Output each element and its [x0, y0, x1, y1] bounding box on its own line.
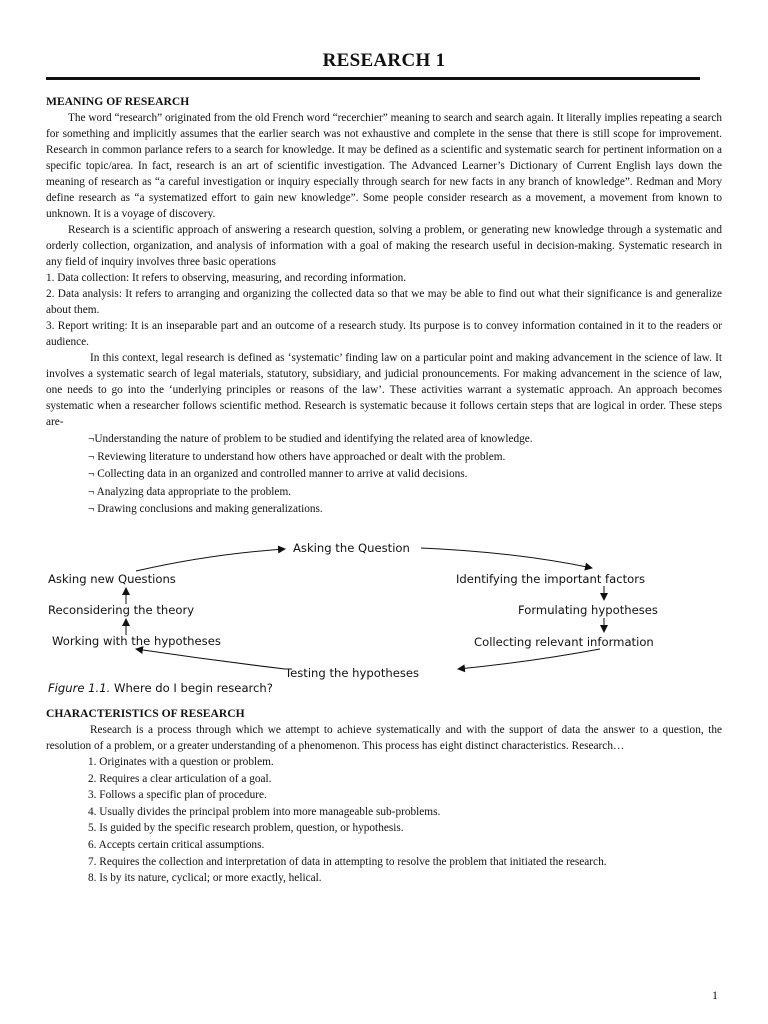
node-reconsidering-theory: Reconsidering the theory	[48, 603, 195, 617]
caption-text: Where do I begin research?	[110, 681, 273, 695]
list-item: 6. Accepts certain critical assumptions.	[88, 838, 265, 851]
document-title: RESEARCH 1	[322, 50, 446, 71]
list-item: 5. Is guided by the specific research problem, question, or hypothesis.	[88, 822, 404, 835]
list-item: ¬ Collecting data in an organized and controlled manner to arrive at valid decisions.	[88, 468, 468, 480]
section-meaning	[46, 94, 722, 519]
list-item: 8. Is by its nature, cyclical; or more exactly, helical.	[88, 872, 322, 885]
list-item: 3. Follows a specific plan of procedure.	[88, 789, 267, 802]
node-collecting-information: Collecting relevant information	[474, 635, 654, 649]
page-number: 1	[712, 988, 718, 1002]
steps-list	[46, 431, 722, 517]
section-heading-characteristics: CHARACTERISTICS OF RESEARCH	[46, 707, 245, 720]
list-item: ¬Understanding the nature of problem to be studied and identifying the related area of knowledge.	[88, 433, 533, 445]
node-working-hypotheses: Working with the hypotheses	[52, 634, 221, 648]
caption-label: Figure 1.1.	[48, 681, 111, 695]
list-item: ¬ Reviewing literature to understand how others have approached or dealt with the problem.	[88, 450, 506, 463]
operation-item: 2. Data analysis: It refers to arranging and organizing the collected data so that we may be able to find out what their significance is and generalize about them.	[46, 288, 722, 316]
node-identifying-factors: Identifying the important factors	[456, 572, 646, 586]
operation-item: 3. Report writing: It is an inseparable part and an outcome of a research study. Its purpose is to convey information contained in it to the readers or audience.	[46, 320, 722, 348]
title-rule	[46, 77, 700, 80]
paragraph: Research is a scientific approach of answering a research question, solving a problem, or generating new knowledge through a systematic and orderly collection, organization, and analysis of information with a goal of making the research useful in decision-making. Systematic research in any field of inquiry involves three basic operations	[46, 224, 722, 268]
paragraph: Research is a process through which we attempt to achieve systematically and with the support of data the answer to a question, the resolution of a problem, or a greater understanding of a phenomenon. This process has eight distinct characteristics. Research…	[46, 724, 722, 752]
node-formulating-hypotheses: Formulating hypotheses	[518, 603, 658, 617]
node-asking-question: Asking the Question	[293, 541, 410, 555]
arrow-bottom-right	[458, 649, 600, 669]
list-item: 1. Originates with a question or problem.	[88, 756, 274, 768]
arrow-top-left	[136, 549, 285, 571]
list-item: ¬ Analyzing data appropriate to the problem.	[88, 485, 292, 498]
paragraph: The word “research” originated from the old French word “recerchier” meaning to search and search again. It literally implies repeating a search for something and implicitly assumes that the earlier search was not exhaustive and complete in the sense that there is still scope for improvement. Research in common parlance refers to a search for knowledge. It may be defined as a scientific and systematic search for pertinent information on a specific topic/area. In fact, research is an art of scientific investigation. The Advanced Learner’s Dictionary of Current English lays down the meaning of research as “a careful investigation or inquiry especially through search for new facts in any branch of knowledge”. Redman and Mory define research as “a systematized effort to gain new knowledge”. Some people consider research as a movement, a movement from known to unknown. It is a voyage of discovery.	[46, 112, 722, 220]
characteristics-list	[46, 754, 722, 886]
operation-item: 1. Data collection: It refers to observing, measuring, and recording information.	[46, 272, 407, 284]
list-item: ¬ Drawing conclusions and making generalizations.	[88, 503, 323, 515]
list-item: 4. Usually divides the principal problem into more manageable sub-problems.	[88, 805, 441, 818]
node-testing-hypotheses: Testing the hypotheses	[285, 666, 420, 680]
list-item: 2. Requires a clear articulation of a goal.	[88, 772, 272, 785]
arrow-bottom-left	[136, 649, 285, 669]
research-cycle-diagram	[40, 538, 680, 698]
section-characteristics	[46, 706, 722, 887]
paragraph: In this context, legal research is defined as ‘systematic’ finding law on a particular point and making advancement in the science of law. It involves a systematic search of legal materials, statutory, subsidiary, and judicial pronouncements. For making advancement in the science of law, one needs to go into the ‘underlying principles or reasons of the law’. These activities warrant a systematic approach. An approach becomes systematic when a researcher follows scientific method. Research is systematic because it follows certain steps that are logical in order. These steps are-	[46, 352, 722, 428]
arrow-top-right	[421, 548, 592, 568]
section-heading-meaning: MEANING OF RESEARCH	[46, 95, 190, 108]
list-item: 7. Requires the collection and interpretation of data in attempting to resolve the problem that initiated the research.	[88, 855, 607, 868]
node-asking-new-questions: Asking new Questions	[48, 572, 176, 586]
figure-caption	[48, 681, 273, 695]
